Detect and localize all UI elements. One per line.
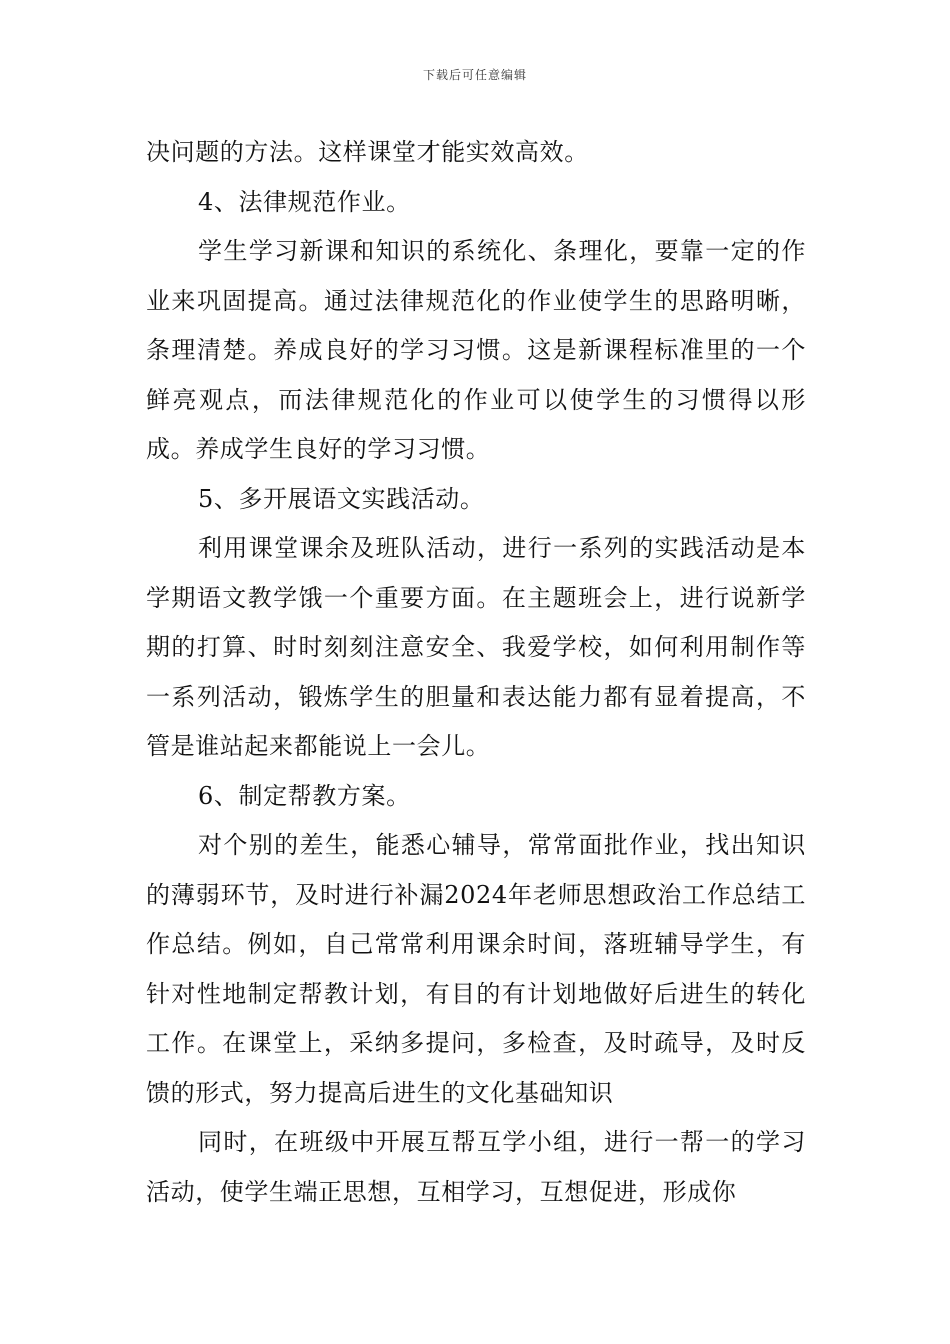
paragraph: 同时，在班级中开展互帮互学小组，进行一帮一的学习活动，使学生端正思想，互相学习，互想促进，形成你	[146, 1128, 806, 1206]
document-body	[146, 128, 806, 1217]
paragraph: 利用课堂课余及班队活动，进行一系列的实践活动是本学期语文教学饿一个重要方面。在主题班会上，进行说新学期的打算、时时刻刻注意安全、我爱学校，如何利用制作等一系列活动，锻炼学生的胆量和表达能力都有显着提高，不管是谁站起来都能说上一会儿。	[146, 534, 806, 760]
paragraph: 对个别的差生，能悉心辅导，常常面批作业，找出知识的薄弱环节，及时进行补漏2024年老师思想政治工作总结工作总结。例如，自己常常利用课余时间，落班辅导学生，有针对性地制定帮教计划，有目的有计划地做好后进生的转化工作。在课堂上，采纳多提问，多检查，及时疏导，及时反馈的形式，努力提高后进生的文化基础知识	[146, 831, 806, 1107]
paragraph: 决问题的方法。这样课堂才能实效高效。	[146, 138, 589, 166]
section-heading-5: 5、多开展语文实践活动。	[198, 484, 485, 513]
section-heading-4: 4、法律规范作业。	[198, 187, 411, 216]
section-heading-6: 6、制定帮教方案。	[198, 781, 411, 810]
paragraph: 学生学习新课和知识的系统化、条理化，要靠一定的作业来巩固提高。通过法律规范化的作业使学生的思路明晰，条理清楚。养成良好的学习习惯。这是新课程标准里的一个鲜亮观点，而法律规范化的作业可以使学生的习惯得以形成。养成学生良好的学习习惯。	[146, 237, 806, 463]
header-note: 下载后可任意编辑	[422, 68, 527, 82]
